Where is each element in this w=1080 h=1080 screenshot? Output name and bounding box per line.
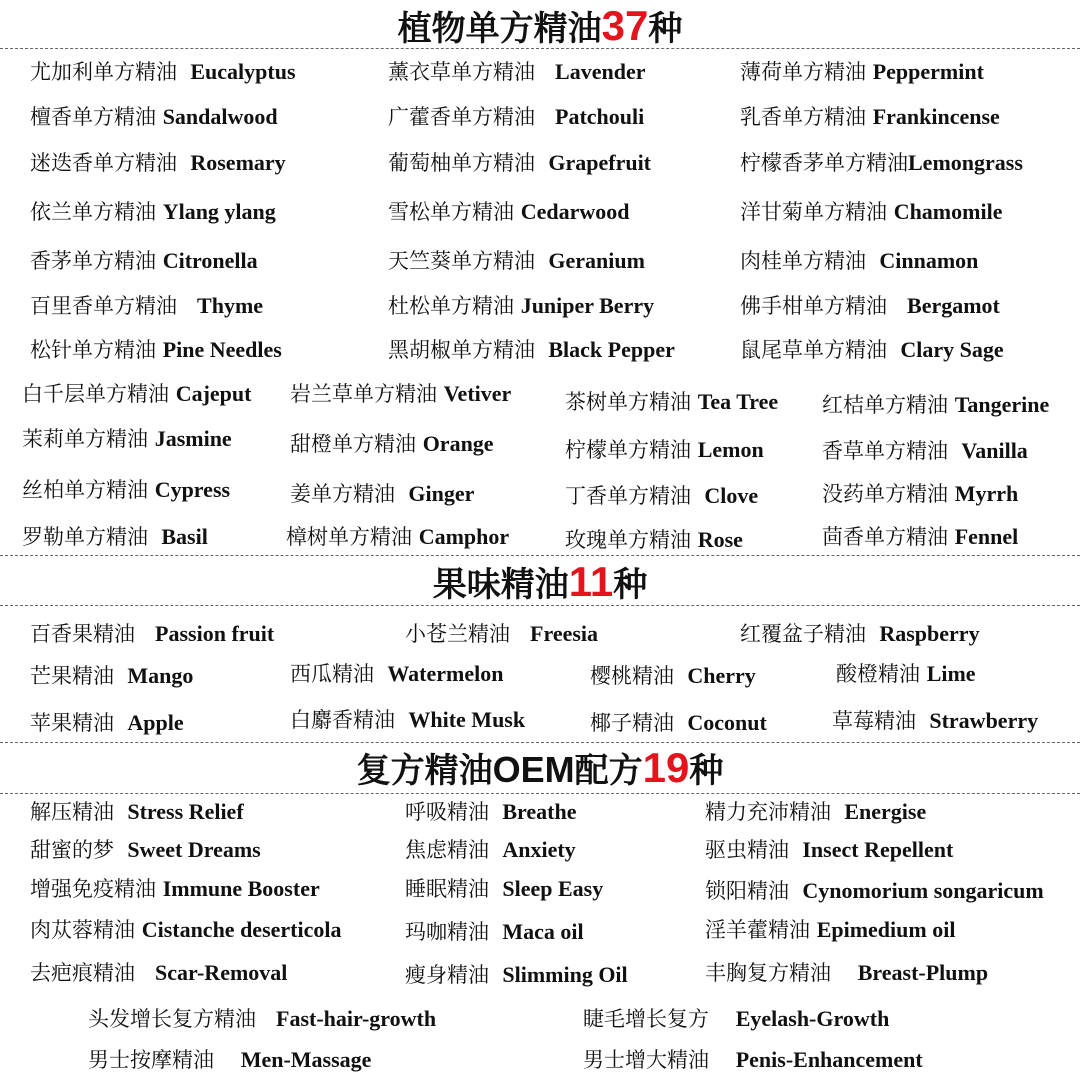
oil-name-zh: 肉桂单方精油 xyxy=(740,249,866,273)
oil-name-en: Strawberry xyxy=(929,708,1039,733)
oil-name-zh: 广藿香单方精油 xyxy=(388,105,535,129)
oil-name-gap xyxy=(535,249,548,273)
oil-item xyxy=(30,247,258,275)
oil-name-zh: 柠檬单方精油 xyxy=(565,438,691,462)
oil-name-zh: 草莓精油 xyxy=(832,709,916,733)
oil-name-en: Citronella xyxy=(162,248,258,273)
oil-item xyxy=(30,662,193,690)
oil-name-zh: 没药单方精油 xyxy=(822,482,948,506)
oil-name-gap xyxy=(489,920,502,944)
section-count: 19 xyxy=(642,744,690,791)
oil-name-gap xyxy=(114,838,127,862)
oil-item xyxy=(705,916,955,944)
oil-name-gap xyxy=(709,1007,736,1031)
oil-name-zh: 迷迭香单方精油 xyxy=(30,151,177,175)
oil-name-zh: 松针单方精油 xyxy=(30,338,156,362)
oil-name-zh: 呼吸精油 xyxy=(405,800,489,824)
oil-name-zh: 黑胡椒单方精油 xyxy=(388,338,535,362)
oil-item xyxy=(405,875,603,903)
oil-name-gap xyxy=(489,877,502,901)
oil-name-zh: 香草单方精油 xyxy=(822,439,948,463)
oil-name-gap xyxy=(887,294,907,318)
oil-name-zh: 柠檬香茅单方精油 xyxy=(740,151,908,175)
oil-name-gap xyxy=(148,525,161,549)
oil-item xyxy=(22,476,230,504)
section-title-text: 植物单方精油 xyxy=(397,9,602,49)
oil-name-zh: 甜蜜的梦 xyxy=(30,838,114,862)
oil-name-zh: 茉莉单方精油 xyxy=(22,427,148,451)
oil-item xyxy=(740,58,984,86)
oil-name-en: Lavender xyxy=(555,59,646,84)
oil-name-en: Vetiver xyxy=(443,381,512,406)
section-count: 11 xyxy=(568,558,614,605)
oil-item xyxy=(30,292,263,320)
oil-name-gap xyxy=(948,439,961,463)
oil-item xyxy=(30,620,274,648)
oil-name-zh: 解压精油 xyxy=(30,800,114,824)
oil-item xyxy=(388,336,675,364)
oil-name-gap xyxy=(948,393,955,417)
oil-name-zh: 男士按摩精油 xyxy=(88,1048,214,1072)
oil-name-en: Watermelon xyxy=(387,661,504,686)
oil-item xyxy=(22,425,232,453)
oil-name-gap xyxy=(789,838,802,862)
oil-name-zh: 去疤痕精油 xyxy=(30,961,135,985)
oil-item xyxy=(30,58,296,86)
oil-name-en: Thyme xyxy=(197,293,264,318)
oil-item xyxy=(822,480,1018,508)
oil-name-gap xyxy=(810,918,817,942)
oil-name-zh: 西瓜精油 xyxy=(290,662,374,686)
divider xyxy=(0,555,1080,556)
oil-name-gap xyxy=(535,105,555,129)
oil-name-en: Cinnamon xyxy=(879,248,979,273)
oil-name-gap xyxy=(156,200,163,224)
divider xyxy=(0,742,1080,743)
oil-name-gap xyxy=(148,427,155,451)
oil-name-gap xyxy=(674,711,687,735)
oil-name-zh: 百香果精油 xyxy=(30,622,135,646)
oil-name-en: Vanilla xyxy=(961,438,1028,463)
oil-name-zh: 佛手柑单方精油 xyxy=(740,294,887,318)
oil-item xyxy=(740,198,1002,226)
oil-name-en: Lemongrass xyxy=(908,150,1023,175)
oil-name-en: Tangerine xyxy=(954,392,1050,417)
oil-item xyxy=(405,836,576,864)
oil-name-en: Mango xyxy=(127,663,194,688)
oil-name-en: Cypress xyxy=(154,477,231,502)
oil-name-zh: 椰子精油 xyxy=(590,711,674,735)
oil-item xyxy=(705,836,953,864)
oil-item xyxy=(740,247,978,275)
oil-name-gap xyxy=(709,1048,736,1072)
oil-name-zh: 薰衣草单方精油 xyxy=(388,60,535,84)
oil-name-zh: 睫毛增长复方 xyxy=(583,1007,709,1031)
oil-name-en: Clove xyxy=(704,483,759,508)
oil-name-zh: 丁香单方精油 xyxy=(565,484,691,508)
oil-name-zh: 姜单方精油 xyxy=(290,482,395,506)
oil-name-zh: 依兰单方精油 xyxy=(30,200,156,224)
oil-item xyxy=(30,916,341,944)
oil-name-en: Chamomile xyxy=(893,199,1003,224)
divider xyxy=(0,605,1080,606)
oil-item xyxy=(740,620,980,648)
oil-item xyxy=(740,336,1004,364)
oil-name-gap xyxy=(395,708,408,732)
oil-name-en: Juniper Berry xyxy=(520,293,655,318)
oil-name-gap xyxy=(489,800,502,824)
oil-item xyxy=(388,292,654,320)
oil-name-gap xyxy=(156,338,163,362)
oil-name-gap xyxy=(412,525,419,549)
oil-item xyxy=(740,292,1000,320)
oil-name-en: Fennel xyxy=(954,524,1019,549)
oil-name-en: Slimming Oil xyxy=(502,962,628,987)
oil-item xyxy=(30,836,261,864)
oil-item xyxy=(405,918,584,946)
oil-name-gap xyxy=(831,800,844,824)
oil-name-en: Sandalwood xyxy=(162,104,278,129)
oil-item xyxy=(30,709,184,737)
oil-name-gap xyxy=(374,662,387,686)
oil-name-zh: 檀香单方精油 xyxy=(30,105,156,129)
oil-name-zh: 丝柏单方精油 xyxy=(22,478,148,502)
oil-name-en: Cajeput xyxy=(175,381,252,406)
oil-item xyxy=(388,247,645,275)
oil-name-en: Sleep Easy xyxy=(502,876,604,901)
oil-name-zh: 岩兰草单方精油 xyxy=(290,382,437,406)
oil-name-gap xyxy=(114,800,127,824)
oil-name-en: Grapefruit xyxy=(548,150,652,175)
oil-name-zh: 头发增长复方精油 xyxy=(88,1007,256,1031)
oil-name-gap xyxy=(514,294,521,318)
section-count: 37 xyxy=(601,2,649,49)
oil-name-en: Cistanche deserticola xyxy=(141,917,342,942)
oil-item xyxy=(88,1005,436,1033)
oil-item xyxy=(22,523,208,551)
oil-item xyxy=(30,875,320,903)
oil-name-en: Ginger xyxy=(408,481,475,506)
oil-name-gap xyxy=(156,249,163,273)
oil-name-zh: 茶树单方精油 xyxy=(565,390,691,414)
oil-name-zh: 罗勒单方精油 xyxy=(22,525,148,549)
oil-name-zh: 甜橙单方精油 xyxy=(290,432,416,456)
oil-name-gap xyxy=(256,1007,276,1031)
oil-name-gap xyxy=(416,432,423,456)
section-title-oem: OEM xyxy=(492,749,575,790)
oil-name-zh: 玛咖精油 xyxy=(405,920,489,944)
oil-name-en: Myrrh xyxy=(954,481,1019,506)
oil-item xyxy=(822,437,1028,465)
section-title-suffix: 种 xyxy=(689,751,724,791)
oil-name-en: Lime xyxy=(926,661,976,686)
oil-item xyxy=(740,103,1000,131)
oil-name-zh: 丰胸复方精油 xyxy=(705,961,831,985)
oil-name-zh: 芒果精油 xyxy=(30,664,114,688)
oil-name-en: Anxiety xyxy=(502,837,576,862)
oil-name-en: Frankincense xyxy=(872,104,1000,129)
oil-item xyxy=(290,430,494,458)
section-title-blend-oils xyxy=(0,746,1080,793)
oil-name-en: Bergamot xyxy=(907,293,1000,318)
section-title-fruit-oils xyxy=(0,560,1080,607)
oil-name-gap xyxy=(887,338,900,362)
oil-name-zh: 小苍兰精油 xyxy=(405,622,510,646)
oil-item xyxy=(590,709,767,737)
oil-name-gap xyxy=(135,961,155,985)
oil-name-zh: 玫瑰单方精油 xyxy=(565,528,691,552)
oil-item xyxy=(388,103,644,131)
oil-name-en: Patchouli xyxy=(555,104,645,129)
oil-item xyxy=(583,1005,889,1033)
oil-name-en: Sweet Dreams xyxy=(127,837,261,862)
oil-item xyxy=(822,391,1049,419)
oil-item xyxy=(30,149,286,177)
oil-name-en: Rosemary xyxy=(190,150,286,175)
oil-item xyxy=(388,149,651,177)
oil-name-en: Immune Booster xyxy=(162,876,320,901)
section-title-text: 果味精油 xyxy=(432,565,569,605)
oil-name-gap xyxy=(866,60,873,84)
oil-name-zh: 苹果精油 xyxy=(30,711,114,735)
oil-name-en: Basil xyxy=(161,524,208,549)
section-title-suffix: 种 xyxy=(648,9,683,49)
oil-name-gap xyxy=(887,200,894,224)
oil-item xyxy=(705,877,1044,905)
oil-item xyxy=(565,388,778,416)
oil-name-en: Eucalyptus xyxy=(190,59,296,84)
oil-name-gap xyxy=(135,918,142,942)
oil-name-zh: 男士增大精油 xyxy=(583,1048,709,1072)
oil-item xyxy=(286,523,509,551)
oil-name-en: Maca oil xyxy=(502,919,584,944)
oil-name-gap xyxy=(156,105,163,129)
oil-name-gap xyxy=(691,528,698,552)
oil-name-en: Epimedium oil xyxy=(816,917,956,942)
oil-name-zh: 肉苁蓉精油 xyxy=(30,918,135,942)
oil-name-zh: 樱桃精油 xyxy=(590,664,674,688)
oil-name-gap xyxy=(514,200,521,224)
oil-item xyxy=(832,707,1038,735)
oil-name-zh: 乳香单方精油 xyxy=(740,105,866,129)
oil-name-en: Orange xyxy=(422,431,494,456)
oil-name-gap xyxy=(489,838,502,862)
section-title-single-oils xyxy=(0,4,1080,51)
oil-name-gap xyxy=(691,390,698,414)
oil-item xyxy=(740,149,1023,177)
oil-item xyxy=(30,798,244,826)
oil-name-zh: 尤加利单方精油 xyxy=(30,60,177,84)
oil-name-en: Penis-Enhancement xyxy=(735,1047,923,1072)
oil-name-gap xyxy=(691,484,704,508)
oil-name-gap xyxy=(866,622,879,646)
oil-item xyxy=(290,380,511,408)
oil-name-zh: 葡萄柚单方精油 xyxy=(388,151,535,175)
oil-name-en: Breathe xyxy=(502,799,577,824)
oil-name-en: Rose xyxy=(697,527,743,552)
oil-name-en: Passion fruit xyxy=(155,621,275,646)
divider xyxy=(0,793,1080,794)
oil-item xyxy=(590,662,756,690)
oil-name-zh: 淫羊藿精油 xyxy=(705,918,810,942)
divider xyxy=(0,48,1080,49)
oil-name-zh: 锁阳精油 xyxy=(705,879,789,903)
oil-name-en: Coconut xyxy=(687,710,767,735)
oil-name-en: Fast-hair-growth xyxy=(276,1006,437,1031)
section-title-mid: 配方 xyxy=(574,751,643,791)
oil-name-zh: 精力充沛精油 xyxy=(705,800,831,824)
oil-name-gap xyxy=(920,662,927,686)
oil-name-gap xyxy=(177,60,190,84)
oil-name-gap xyxy=(156,877,163,901)
oil-name-en: Raspberry xyxy=(879,621,980,646)
oil-item xyxy=(30,336,282,364)
oil-name-gap xyxy=(437,382,444,406)
oil-name-zh: 洋甘菊单方精油 xyxy=(740,200,887,224)
oil-name-en: Cherry xyxy=(687,663,756,688)
oil-name-en: Pine Needles xyxy=(162,337,282,362)
oil-item xyxy=(30,959,287,987)
section-title-suffix: 种 xyxy=(613,565,648,605)
oil-name-gap xyxy=(535,60,555,84)
oil-name-zh: 驱虫精油 xyxy=(705,838,789,862)
oil-name-gap xyxy=(831,961,858,985)
oil-name-zh: 杜松单方精油 xyxy=(388,294,514,318)
oil-name-en: Lemon xyxy=(697,437,764,462)
oil-name-gap xyxy=(691,438,698,462)
oil-name-en: Ylang ylang xyxy=(162,199,276,224)
oil-item xyxy=(405,798,577,826)
oil-name-zh: 白千层单方精油 xyxy=(22,382,169,406)
oil-name-zh: 天竺葵单方精油 xyxy=(388,249,535,273)
oil-item xyxy=(405,620,598,648)
oil-name-gap xyxy=(789,879,802,903)
oil-item xyxy=(565,436,764,464)
oil-name-zh: 薄荷单方精油 xyxy=(740,60,866,84)
oil-name-gap xyxy=(177,151,190,175)
oil-item xyxy=(290,706,525,734)
oil-name-en: White Musk xyxy=(408,707,526,732)
oil-name-en: Camphor xyxy=(418,524,510,549)
oil-item xyxy=(822,523,1018,551)
oil-name-gap xyxy=(866,105,873,129)
oil-name-gap xyxy=(916,709,929,733)
oil-name-en: Clary Sage xyxy=(900,337,1004,362)
oil-item xyxy=(22,380,251,408)
oil-name-zh: 焦虑精油 xyxy=(405,838,489,862)
oil-name-en: Men-Massage xyxy=(240,1047,372,1072)
oil-name-zh: 雪松单方精油 xyxy=(388,200,514,224)
oil-item xyxy=(30,103,278,131)
oil-name-gap xyxy=(114,711,127,735)
oil-name-zh: 增强免疫精油 xyxy=(30,877,156,901)
oil-name-gap xyxy=(948,525,955,549)
oil-name-en: Energise xyxy=(844,799,927,824)
oil-item xyxy=(705,798,926,826)
oil-name-gap xyxy=(674,664,687,688)
oil-name-gap xyxy=(395,482,408,506)
oil-name-zh: 茴香单方精油 xyxy=(822,525,948,549)
oil-name-en: Cynomorium songaricum xyxy=(802,878,1044,903)
oil-name-en: Breast-Plump xyxy=(857,960,989,985)
oil-name-gap xyxy=(135,622,155,646)
oil-name-en: Insect Repellent xyxy=(802,837,954,862)
oil-item xyxy=(388,198,629,226)
oil-item xyxy=(565,526,743,554)
oil-name-gap xyxy=(114,664,127,688)
oil-name-zh: 酸橙精油 xyxy=(836,662,920,686)
oil-name-gap xyxy=(148,478,155,502)
oil-name-zh: 白麝香精油 xyxy=(290,708,395,732)
oil-name-zh: 鼠尾草单方精油 xyxy=(740,338,887,362)
oil-name-gap xyxy=(535,151,548,175)
oil-item xyxy=(405,961,628,989)
oil-name-en: Stress Relief xyxy=(127,799,244,824)
oil-item xyxy=(30,198,276,226)
oil-name-en: Cedarwood xyxy=(520,199,630,224)
oil-item xyxy=(705,959,988,987)
oil-name-en: Freesia xyxy=(530,621,599,646)
oil-name-zh: 百里香单方精油 xyxy=(30,294,177,318)
oil-name-gap xyxy=(169,382,176,406)
oil-name-zh: 樟树单方精油 xyxy=(286,525,412,549)
oil-item xyxy=(583,1046,923,1074)
oil-name-gap xyxy=(948,482,955,506)
oil-name-gap xyxy=(866,249,879,273)
oil-item xyxy=(565,482,758,510)
oil-name-gap xyxy=(489,963,502,987)
oil-name-en: Jasmine xyxy=(154,426,232,451)
oil-item xyxy=(836,660,976,688)
oil-name-gap xyxy=(510,622,530,646)
oil-name-zh: 红覆盆子精油 xyxy=(740,622,866,646)
oil-name-zh: 红桔单方精油 xyxy=(822,393,948,417)
section-title-text: 复方精油 xyxy=(356,751,493,791)
oil-name-zh: 睡眠精油 xyxy=(405,877,489,901)
oil-name-gap xyxy=(177,294,197,318)
oil-name-en: Scar-Removal xyxy=(155,960,288,985)
oil-name-zh: 瘦身精油 xyxy=(405,963,489,987)
oil-name-en: Apple xyxy=(127,710,184,735)
oil-name-en: Tea Tree xyxy=(697,389,779,414)
oil-item xyxy=(290,480,474,508)
oil-name-en: Eyelash-Growth xyxy=(735,1006,890,1031)
oil-name-zh: 香茅单方精油 xyxy=(30,249,156,273)
oil-name-en: Geranium xyxy=(548,248,645,273)
oil-name-en: Black Pepper xyxy=(548,337,675,362)
oil-item xyxy=(290,660,503,688)
oil-item xyxy=(88,1046,371,1074)
oil-name-gap xyxy=(214,1048,241,1072)
oil-name-gap xyxy=(535,338,548,362)
oil-item xyxy=(388,58,645,86)
oil-name-en: Peppermint xyxy=(872,59,984,84)
